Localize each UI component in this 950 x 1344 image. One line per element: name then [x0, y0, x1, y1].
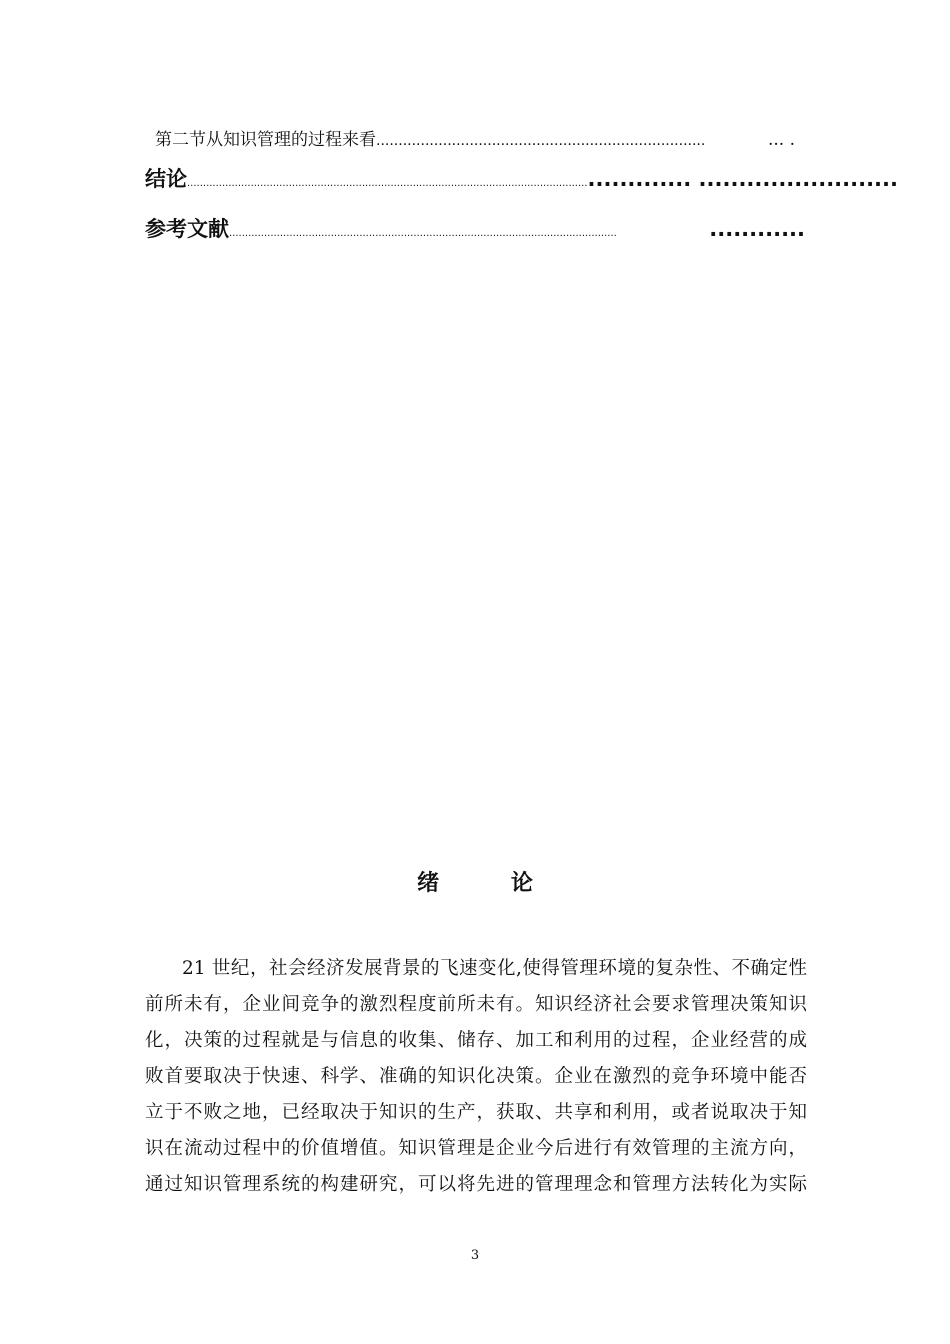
toc-leader-end: ... .: [767, 130, 795, 150]
toc-leader-dots: ..........................................................................: [376, 133, 706, 149]
toc-entry-references[interactable]: [145, 213, 805, 243]
section-heading-text: 绪 论: [417, 871, 565, 896]
toc-entry-subsection[interactable]: [155, 125, 795, 150]
toc-leader-dots: ..........................................................................................................................: [229, 228, 617, 239]
paragraph-line: 21 世纪，社会经济发展背景的飞速变化,使得管理环境的复杂性、不确定性: [182, 958, 807, 979]
toc-leader-end: ............. .........................: [587, 167, 898, 191]
paragraph-line: 败首要取决于快速、科学、准确的知识化决策。企业在激烈的竞争环境中能否: [145, 1066, 807, 1087]
section-heading: [0, 866, 950, 897]
toc-leader-dots: ..............................................................................................................................: [187, 178, 588, 189]
toc-leader-end: ............: [709, 217, 805, 241]
body-paragraph: [145, 951, 807, 1203]
toc-entry-conclusion[interactable]: [145, 163, 898, 193]
paragraph-line: 立于不败之地，已经取决于知识的生产，获取、共享和利用，或者说取决于知: [145, 1102, 807, 1123]
paragraph-line: 通过知识管理系统的构建研究，可以将先进的管理理念和管理方法转化为实际: [145, 1174, 807, 1195]
paragraph-line: 化，决策的过程就是与信息的收集、储存、加工和利用的过程，企业经营的成: [145, 1030, 807, 1051]
page-number: 3: [470, 1248, 480, 1263]
toc-entry-label: 第二节从知识管理的过程来看: [155, 130, 376, 150]
paragraph-line: 前所未有，企业间竞争的激烈程度前所未有。知识经济社会要求管理决策知识: [145, 994, 807, 1015]
paragraph-line: 识在流动过程中的价值增值。知识管理是企业今后进行有效管理的主流方向，: [145, 1138, 807, 1159]
toc-entry-label: 参考文献: [145, 217, 229, 241]
toc-entry-label: 结论: [145, 167, 187, 191]
